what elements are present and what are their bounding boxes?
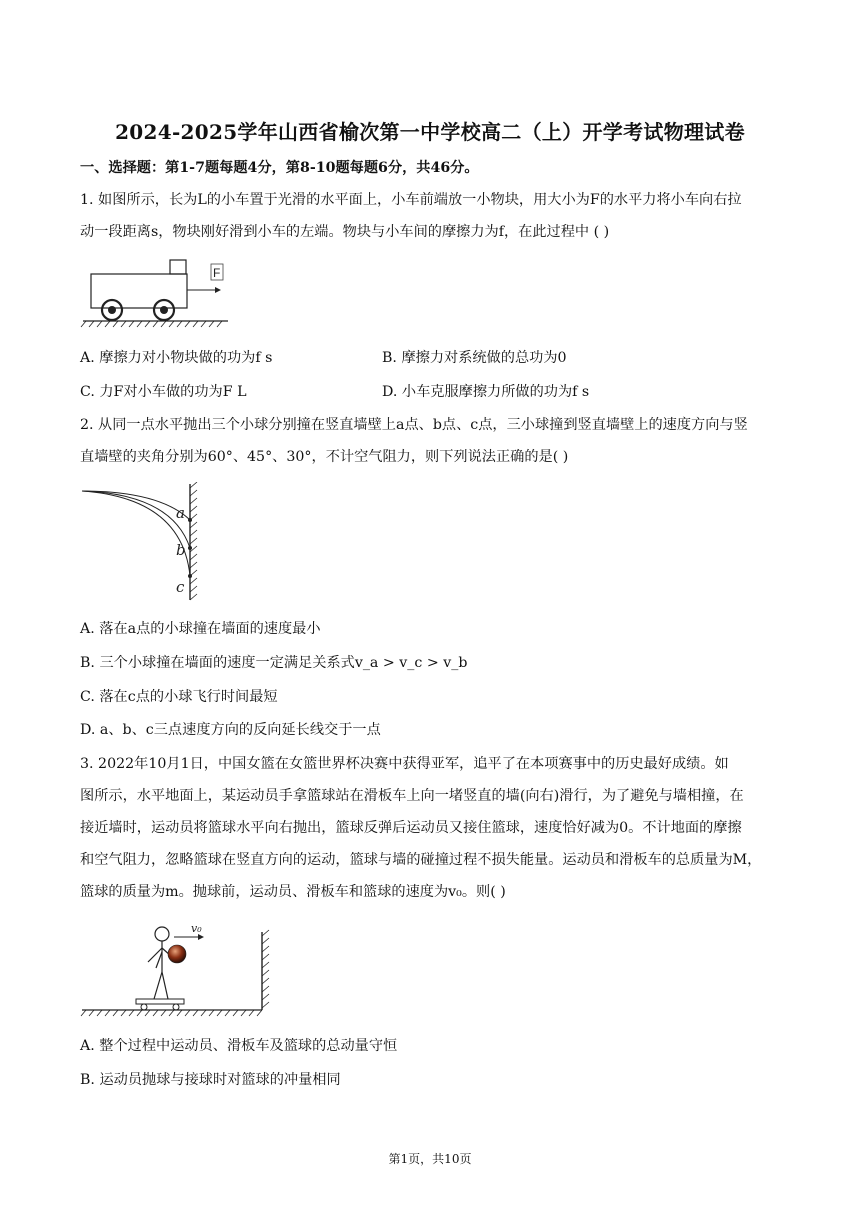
q2-fig-label-b: b xyxy=(176,541,186,559)
q2-option-b: B. 三个小球撞在墙面的速度一定满足关系式v_a > v_c > v_b xyxy=(80,655,468,671)
q3-option-a: A. 整个过程中运动员、滑板车及篮球的总动量守恒 xyxy=(80,1038,398,1054)
q2-fig-label-c: c xyxy=(176,578,185,596)
q1-text-line2: 动一段距离s，物块刚好滑到小车的左端。物块与小车间的摩擦力为f，在此过程中 ( ) xyxy=(80,224,610,240)
q2-text-line1: 2. 从同一点水平抛出三个小球分别撞在竖直墙壁上a点、b点、c点，三小球撞到竖直墙壁上的速度方向与竖 xyxy=(80,417,748,433)
q3-skateboard-figure xyxy=(78,920,273,1020)
q1-text-line1: 1. 如图所示，长为L的小车置于光滑的水平面上，小车前端放一小物块，用大小为F的水平力将小车向右拉 xyxy=(80,192,742,208)
q1-cart-figure xyxy=(78,257,238,332)
q3-fig-velocity-label: v₀ xyxy=(191,922,202,935)
q3-text-line1: 3. 2022年10月1日，中国女篮在女篮世界杯决赛中获得亚军，追平了在本项赛事中的历史最好成绩。如 xyxy=(80,756,729,772)
q3-text-line2: 图所示，水平地面上，某运动员手拿篮球站在滑板车上向一堵竖直的墙(向右)滑行，为了避免与墙相撞，在 xyxy=(80,788,744,804)
q1-option-c: C. 力F对小车做的功为F L xyxy=(80,384,247,400)
q2-option-a: A. 落在a点的小球撞在墙面的速度最小 xyxy=(80,621,321,637)
q1-fig-force-label: F xyxy=(213,266,221,280)
q2-projectile-figure xyxy=(80,482,205,604)
q1-option-b: B. 摩擦力对系统做的总功为0 xyxy=(382,350,567,366)
q1-option-a: A. 摩擦力对小物块做的功为f s xyxy=(80,350,273,366)
q3-text-line3: 接近墙时，运动员将篮球水平向右抛出，篮球反弹后运动员又接住篮球，速度恰好减为0。不计地面的摩擦 xyxy=(80,820,742,836)
q3-text-line5: 篮球的质量为m。抛球前，运动员、滑板车和篮球的速度为v₀。则( ) xyxy=(80,884,506,900)
q2-text-line2: 直墙壁的夹角分别为60°、45°、30°，不计空气阻力，则下列说法正确的是( ) xyxy=(80,449,569,465)
page-footer: 第1页，共10页 xyxy=(388,1152,472,1166)
page-title: 2024-2025学年山西省榆次第一中学校高二（上）开学考试物理试卷 xyxy=(115,120,745,144)
q2-option-c: C. 落在c点的小球飞行时间最短 xyxy=(80,689,278,705)
section-heading: 一、选择题：第1-7题每题4分，第8-10题每题6分，共46分。 xyxy=(80,160,479,176)
q3-option-b: B. 运动员抛球与接球时对篮球的冲量相同 xyxy=(80,1072,341,1088)
q3-text-line4: 和空气阻力，忽略篮球在竖直方向的运动，篮球与墙的碰撞过程不损失能量。运动员和滑板车的总质量为M， xyxy=(80,852,762,868)
q2-option-d: D. a、b、c三点速度方向的反向延长线交于一点 xyxy=(80,722,381,738)
q1-option-d: D. 小车克服摩擦力所做的功为f s xyxy=(382,384,590,400)
q2-fig-label-a: a xyxy=(176,504,185,522)
